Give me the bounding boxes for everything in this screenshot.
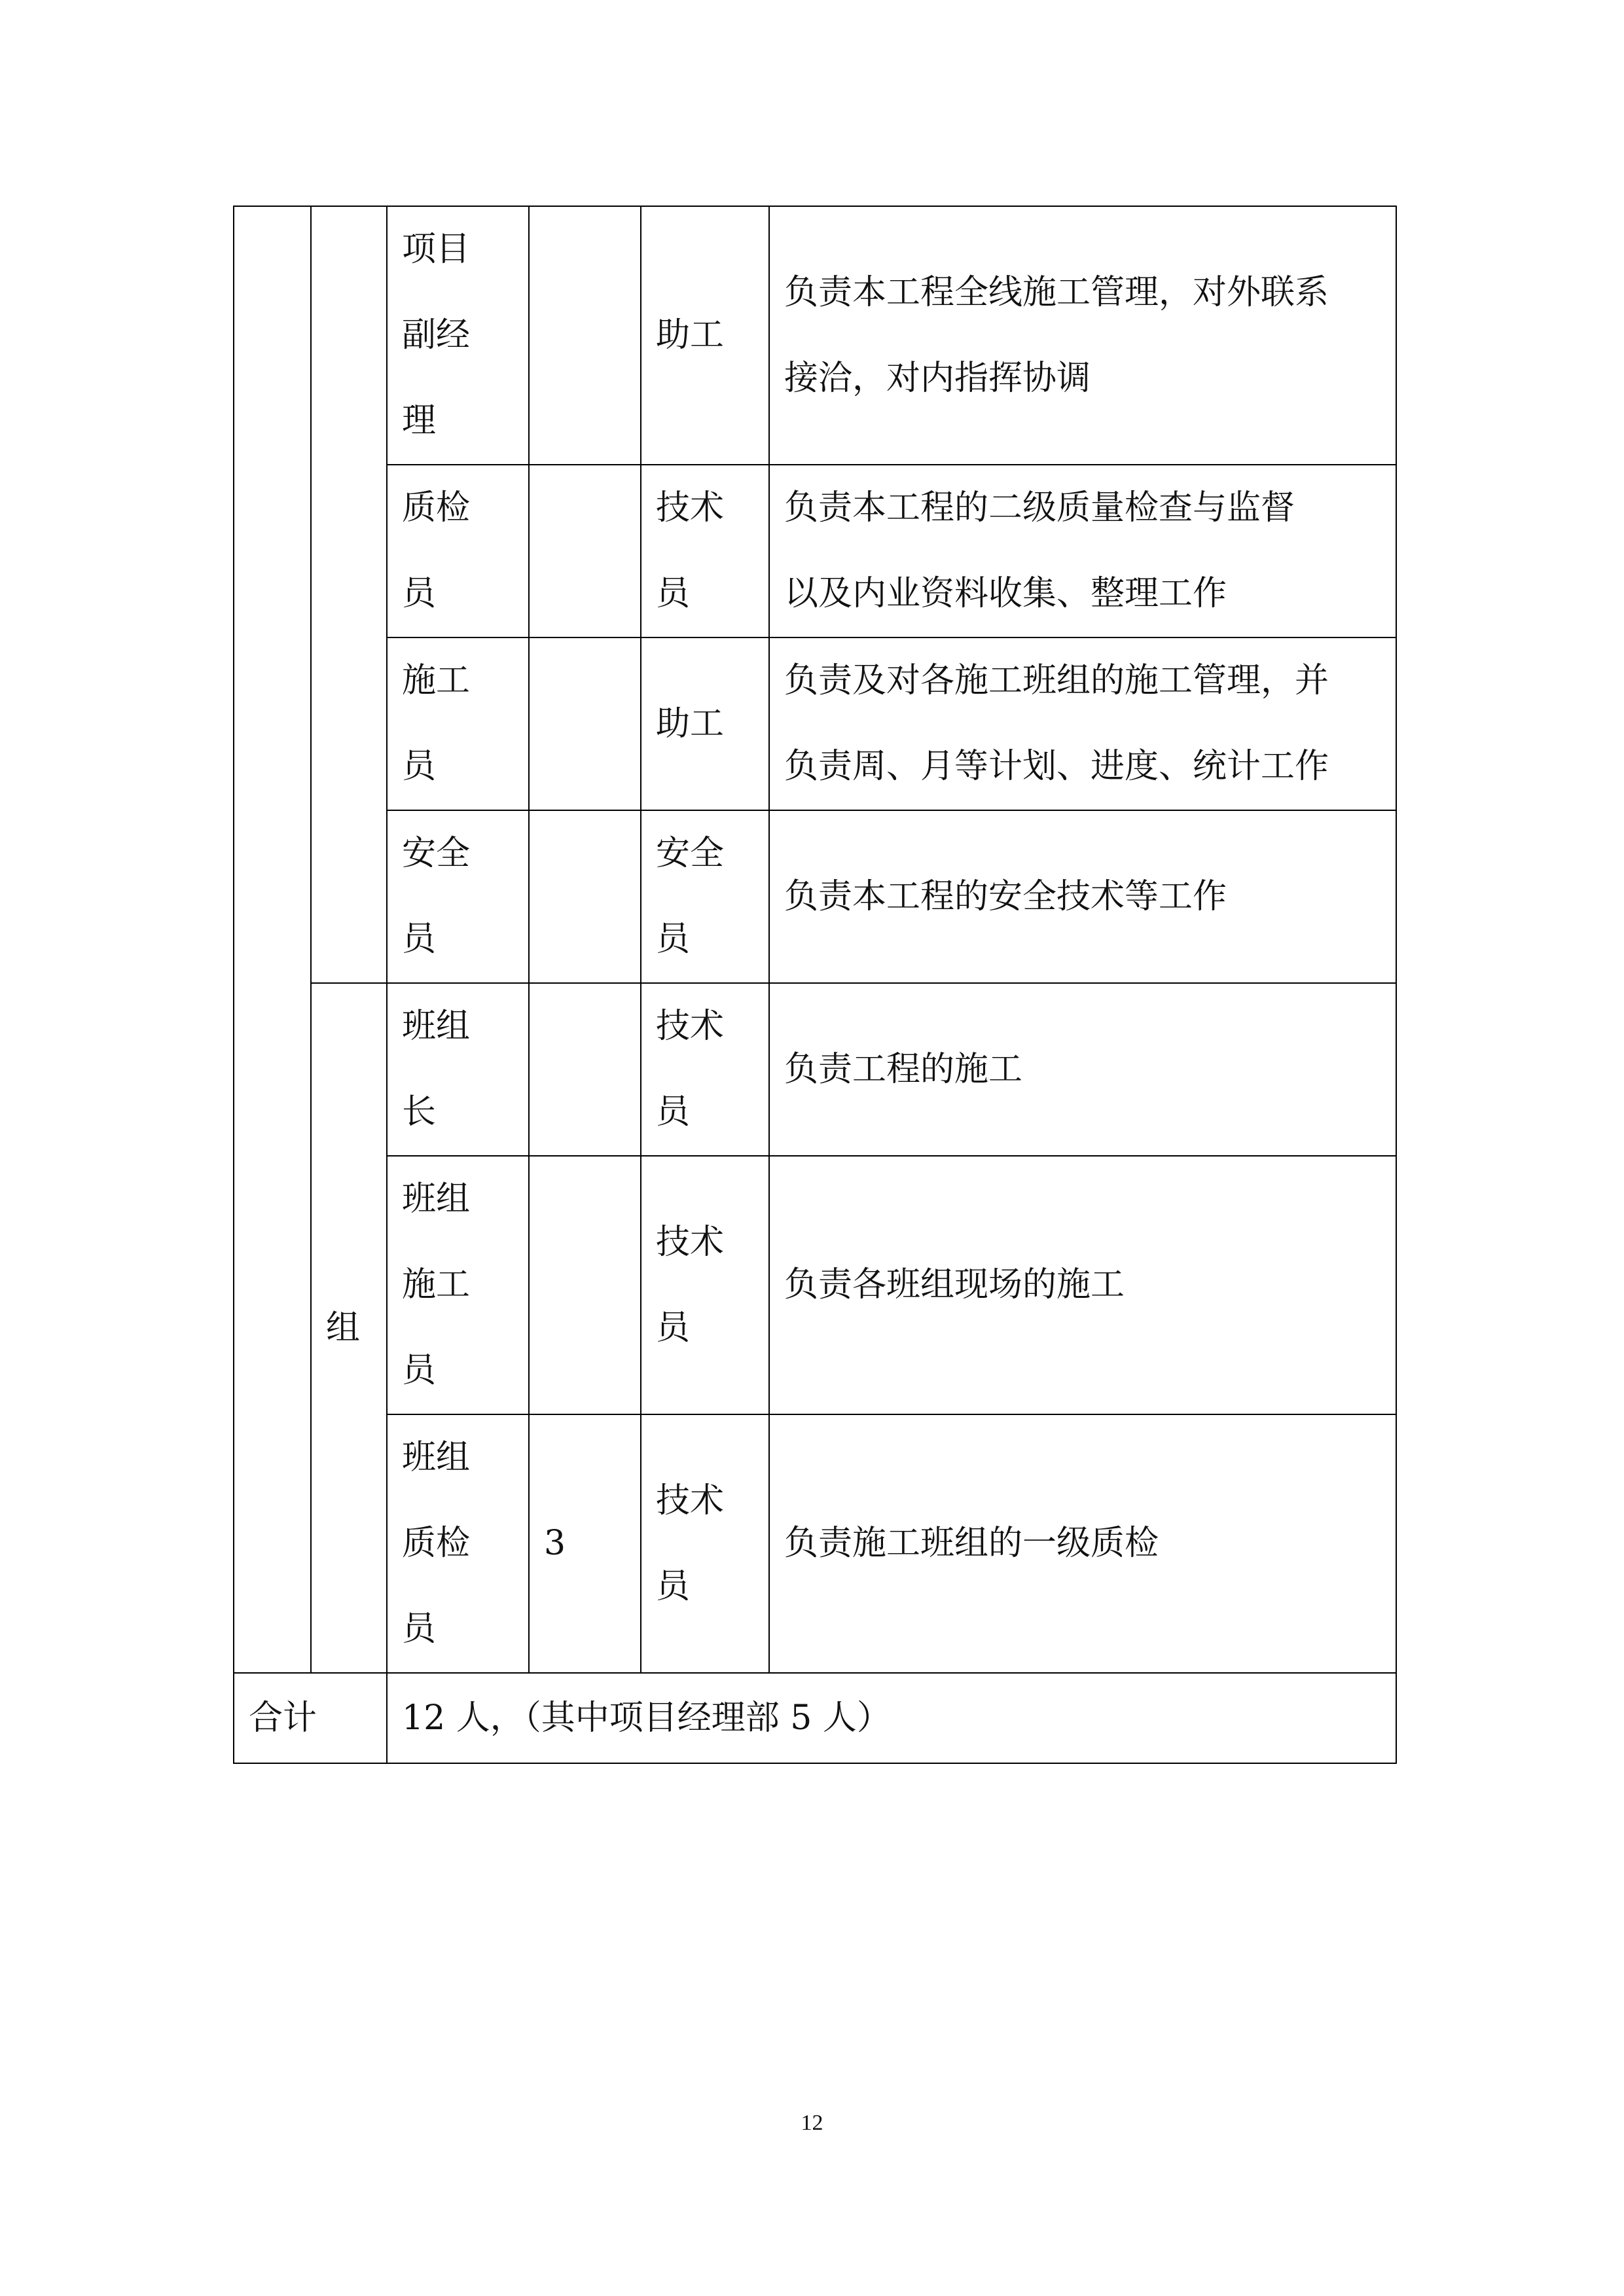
title-cell: 安全 员 <box>641 810 769 983</box>
duty-cell: 负责本工程的二级质量检查与监督 以及内业资料收集、整理工作 <box>769 465 1396 637</box>
duty-cell: 负责工程的施工 <box>769 983 1396 1156</box>
title-cell: 技术 员 <box>641 1156 769 1414</box>
duty-cell: 负责施工班组的一级质检 <box>769 1414 1396 1673</box>
table-row <box>234 983 1396 1156</box>
table-row <box>234 1414 1396 1673</box>
total-label-cell: 合计 <box>234 1673 387 1763</box>
duty-cell: 负责及对各施工班组的施工管理，并 负责周、月等计划、进度、统计工作 <box>769 637 1396 810</box>
count-cell <box>529 206 641 465</box>
table-row <box>234 206 1396 465</box>
department-cell-group: 组 <box>311 983 387 1673</box>
role-cell: 班组 长 <box>387 983 529 1156</box>
duty-cell: 负责本工程全线施工管理，对外联系 接洽，对内指挥协调 <box>769 206 1396 465</box>
count-cell <box>529 983 641 1156</box>
count-cell <box>529 637 641 810</box>
role-cell: 班组 质检 员 <box>387 1414 529 1673</box>
category-cell <box>234 206 311 1673</box>
count-cell: 3 <box>529 1414 641 1673</box>
staffing-table <box>233 206 1397 1764</box>
table-row <box>234 637 1396 810</box>
role-cell: 安全 员 <box>387 810 529 983</box>
total-value-cell: 12 人，（其中项目经理部 5 人） <box>387 1673 1396 1763</box>
role-cell: 质检 员 <box>387 465 529 637</box>
department-cell-management <box>311 206 387 983</box>
title-cell: 助工 <box>641 637 769 810</box>
title-cell: 助工 <box>641 206 769 465</box>
role-cell: 班组 施工 员 <box>387 1156 529 1414</box>
count-cell <box>529 1156 641 1414</box>
page-number: 12 <box>801 2111 823 2135</box>
total-row <box>234 1673 1396 1763</box>
role-cell: 施工 员 <box>387 637 529 810</box>
title-cell: 技术 员 <box>641 465 769 637</box>
title-cell: 技术 员 <box>641 1414 769 1673</box>
table-row <box>234 1156 1396 1414</box>
count-cell <box>529 465 641 637</box>
duty-cell: 负责各班组现场的施工 <box>769 1156 1396 1414</box>
duty-cell: 负责本工程的安全技术等工作 <box>769 810 1396 983</box>
table-row <box>234 810 1396 983</box>
table-row <box>234 465 1396 637</box>
role-cell: 项目 副经 理 <box>387 206 529 465</box>
count-cell <box>529 810 641 983</box>
title-cell: 技术 员 <box>641 983 769 1156</box>
